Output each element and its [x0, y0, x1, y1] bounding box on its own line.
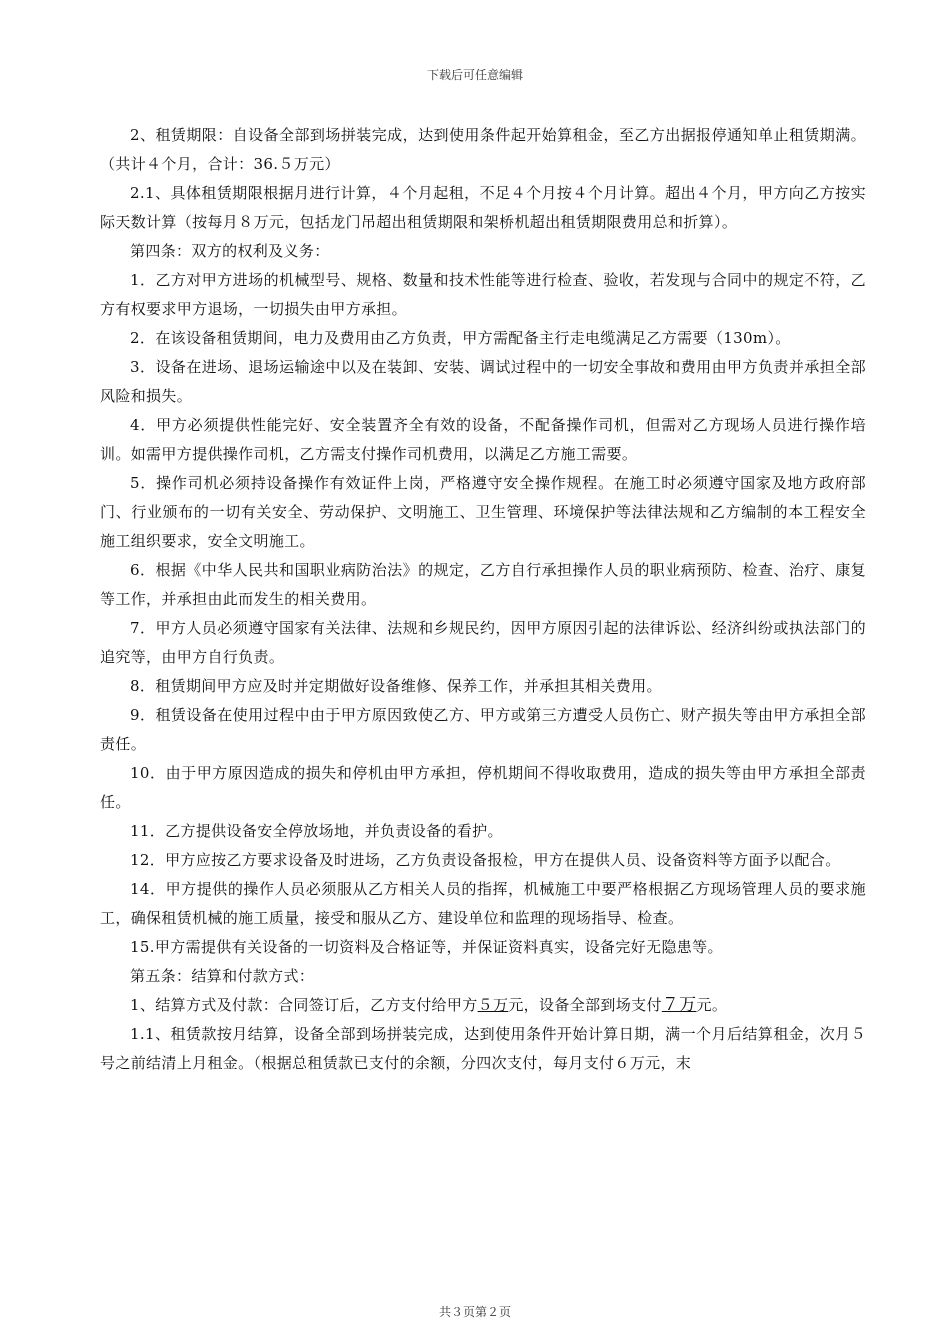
paragraph: 10．由于甲方原因造成的损失和停机由甲方承担，停机期间不得收取费用，造成的损失等由甲方承担全部责任。 — [100, 764, 866, 811]
section-heading: 第五条：结算和付款方式： — [130, 967, 315, 985]
payment-paragraph — [100, 991, 866, 1020]
paragraph: 12．甲方应按乙方要求设备及时进场，乙方负责设备报检，甲方在提供人员、设备资料等方面予以配合。 — [130, 851, 841, 869]
paragraph: 14．甲方提供的操作人员必须服从乙方相关人员的指挥，机械施工中要严格根据乙方现场管理人员的要求施工，确保租赁机械的施工质量，接受和服从乙方、建设单位和监理的现场指导、检查。 — [100, 880, 866, 927]
paragraph: 4．甲方必须提供性能完好、安全装置齐全有效的设备，不配备操作司机，但需对乙方现场人员进行操作培训。如需甲方提供操作司机，乙方需支付操作司机费用，以满足乙方施工需要。 — [100, 416, 866, 463]
paragraph: 3．设备在进场、退场运输途中以及在装卸、安装、调试过程中的一切安全事故和费用由甲方负责并承担全部风险和损失。 — [100, 358, 866, 405]
payment-prefix: 1、结算方式及付款：合同签订后，乙方支付给甲方 — [130, 996, 478, 1014]
paragraph: 1.1、租赁款按月结算，设备全部到场拼装完成，达到使用条件开始计算日期，满一个月后结算租金，次月５号之前结清上月租金。（根据总租赁款已支付的余额，分四次支付，每月支付６万元，末 — [100, 1025, 866, 1072]
paragraph: 9．租赁设备在使用过程中由于甲方原因致使乙方、甲方或第三方遭受人员伤亡、财产损失等由甲方承担全部责任。 — [100, 706, 866, 753]
payment-middle: 元，设备全部到场支付 — [508, 996, 662, 1014]
paragraph: 2．在该设备租赁期间，电力及费用由乙方负责，甲方需配备主行走电缆满足乙方需要（130m）。 — [130, 329, 791, 347]
paragraph: 6．根据《中华人民共和国职业病防治法》的规定，乙方自行承担操作人员的职业病预防、检查、治疗、康复等工作，并承担由此而发生的相关费用。 — [100, 561, 866, 608]
page-header: 下载后可任意编辑 — [426, 68, 523, 82]
document-body — [100, 121, 866, 1078]
paragraph: 15.甲方需提供有关设备的一切资料及合格证等，并保证资料真实，设备完好无隐患等。 — [130, 938, 723, 956]
section-heading: 第四条：双方的权利及义务： — [130, 242, 330, 260]
payment-amount-1: ５万 — [477, 996, 509, 1014]
payment-suffix: 元。 — [696, 996, 728, 1014]
paragraph: 8．租赁期间甲方应及时并定期做好设备维修、保养工作，并承担其相关费用。 — [130, 677, 662, 695]
paragraph: 1．乙方对甲方进场的机械型号、规格、数量和技术性能等进行检查、验收，若发现与合同中的规定不符，乙方有权要求甲方退场，一切损失由甲方承担。 — [100, 271, 866, 318]
paragraph: 2、租赁期限：自设备全部到场拼装完成，达到使用条件起开始算租金，至乙方出据报停通知单止租赁期满。（共计４个月，合计：36.５万元） — [100, 126, 866, 173]
paragraph: 2.1、具体租赁期限根据月进行计算，４个月起租，不足４个月按４个月计算。超出４个月，甲方向乙方按实际天数计算（按每月８万元，包括龙门吊超出租赁期限和架桥机超出租赁期限费用总和折算）。 — [100, 184, 866, 231]
paragraph: 5．操作司机必须持设备操作有效证件上岗，严格遵守安全操作规程。在施工时必须遵守国家及地方政府部门、行业颁布的一切有关安全、劳动保护、文明施工、卫生管理、环境保护等法律法规和乙方编制的本工程安全施工组织要求，安全文明施工。 — [100, 474, 866, 550]
paragraph: 7．甲方人员必须遵守国家有关法律、法规和乡规民约，因甲方原因引起的法律诉讼、经济纠纷或执法部门的追究等，由甲方自行负责。 — [100, 619, 866, 666]
payment-amount-2: ７万 — [661, 995, 697, 1015]
page-footer: 共３页第２页 — [438, 1305, 511, 1319]
paragraph: 11．乙方提供设备安全停放场地，并负责设备的看护。 — [130, 822, 503, 840]
